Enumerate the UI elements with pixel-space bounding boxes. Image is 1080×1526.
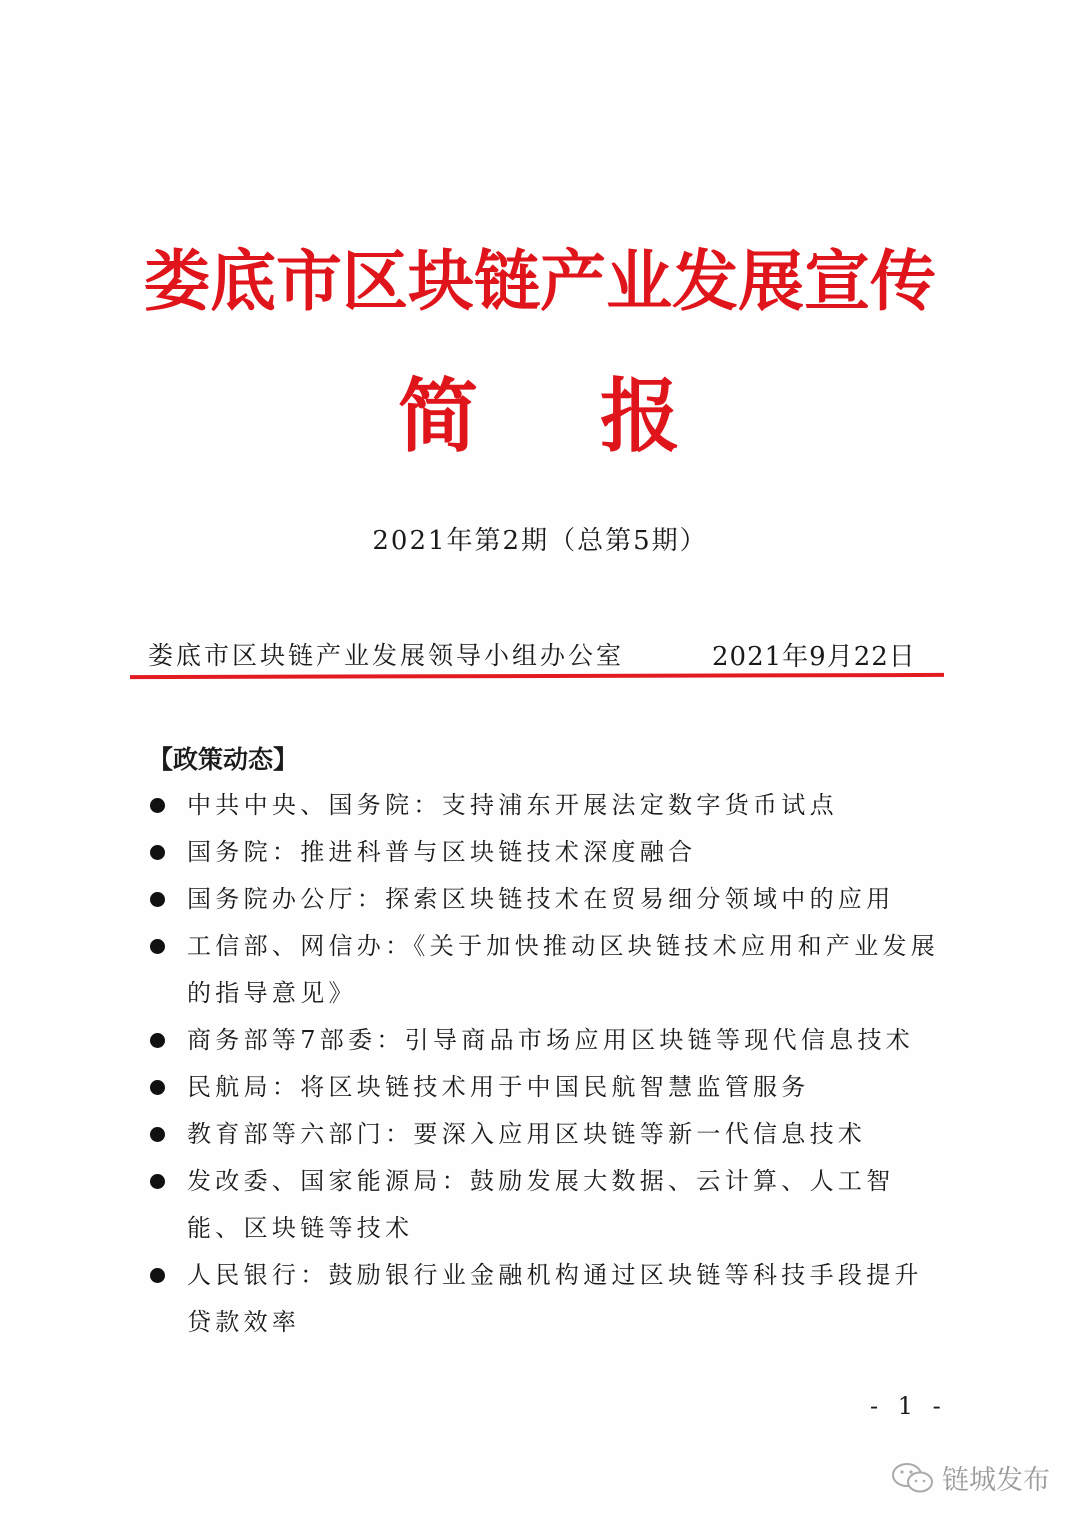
watermark-text: 链城发布: [942, 1465, 1050, 1496]
list-item: [148, 829, 948, 876]
subtitle-char: 报: [600, 369, 680, 463]
bullet-icon: [150, 939, 165, 954]
policy-list: [148, 782, 948, 1346]
issue-number: 2021年第2期（总第5期）: [372, 526, 708, 556]
list-item-text: 国务院办公厅：探索区块链技术在贸易细分领域中的应用: [187, 885, 895, 913]
document-title: 娄底市区块链产业发展宣传: [144, 242, 936, 320]
list-item: [148, 1017, 948, 1064]
list-item: [148, 923, 948, 1017]
list-item: [148, 782, 948, 829]
bullet-icon: [150, 798, 165, 813]
list-item-text: 商务部等7部委：引导商品市场应用区块链等现代信息技术: [187, 1026, 915, 1054]
red-divider: [130, 673, 944, 679]
list-item-text: 人民银行：鼓励银行业金融机构通过区块链等科技手段提升贷款效率: [187, 1261, 923, 1336]
bullet-icon: [150, 845, 165, 860]
bullet-icon: [150, 1127, 165, 1142]
list-item-text: 中共中央、国务院：支持浦东开展法定数字货币试点: [187, 791, 838, 819]
list-item-text: 发改委、国家能源局：鼓励发展大数据、云计算、人工智能、区块链等技术: [187, 1167, 895, 1242]
bullet-icon: [150, 892, 165, 907]
list-item: [148, 1158, 948, 1252]
list-item-text: 工信部、网信办：《关于加快推动区块链技术应用和产业发展的指导意见》: [187, 932, 940, 1007]
list-item: [148, 1252, 948, 1346]
bullet-icon: [150, 1268, 165, 1283]
bullet-icon: [150, 1033, 165, 1048]
subtitle-char: 简: [398, 369, 478, 463]
list-item-text: 民航局：将区块链技术用于中国民航智慧监管服务: [187, 1073, 810, 1101]
bullet-icon: [150, 1080, 165, 1095]
issuing-organization: 娄底市区块链产业发展领导小组办公室: [148, 641, 625, 670]
page-number: - 1 -: [870, 1392, 947, 1420]
watermark: [890, 1458, 1050, 1497]
section-heading: 【政策动态】: [148, 745, 299, 774]
list-item-text: 国务院：推进科普与区块链技术深度融合: [187, 838, 697, 866]
document-subtitle: [398, 352, 684, 467]
list-item: [148, 1111, 948, 1158]
issue-date: 2021年9月22日: [712, 642, 916, 672]
wechat-icon: [890, 1460, 936, 1496]
list-item: [148, 876, 948, 923]
list-item-text: 教育部等六部门：要深入应用区块链等新一代信息技术: [187, 1120, 867, 1148]
bullet-icon: [150, 1174, 165, 1189]
list-item: [148, 1064, 948, 1111]
